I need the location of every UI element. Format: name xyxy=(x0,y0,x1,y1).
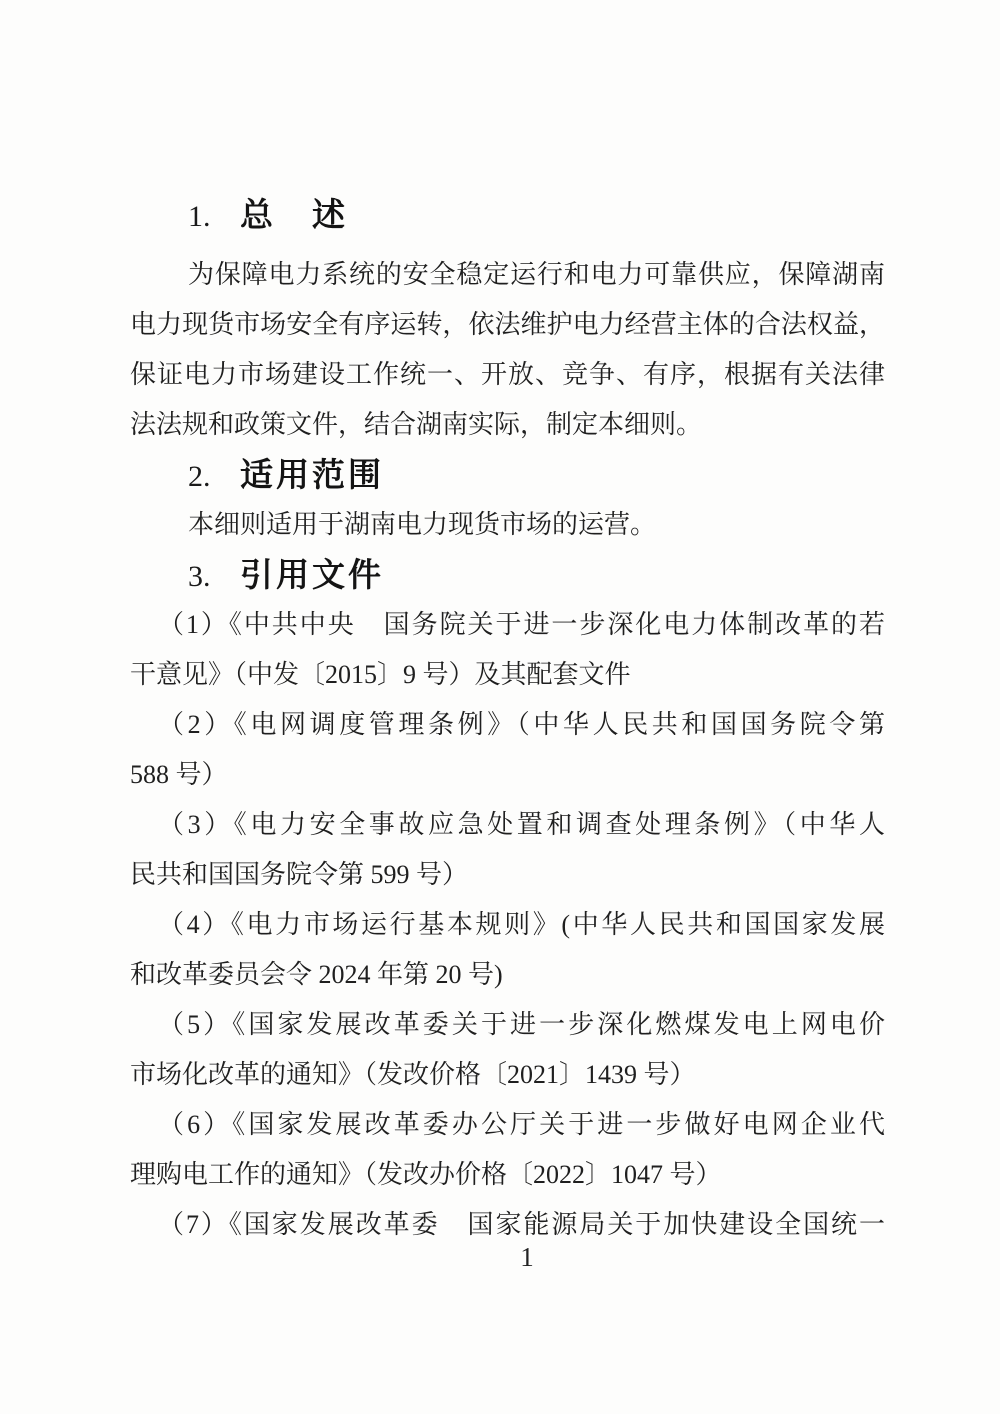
reference-item-line: 干意见》（中发〔2015〕9 号）及其配套文件 xyxy=(130,660,631,689)
section-heading-overview xyxy=(130,190,885,240)
reference-item-line: （3）《电力安全事故应急处置和调查处理条例》（中华人 xyxy=(158,810,885,839)
reference-item-line: 理购电工作的通知》（发改办价格〔2022〕1047 号） xyxy=(130,1160,722,1189)
reference-item-line: 民共和国国务院令第 599 号） xyxy=(130,860,469,889)
document-content xyxy=(130,190,885,1250)
reference-item-line: 和改革委员会令 2024 年第 20 号) xyxy=(130,960,503,989)
reference-item-line: 市场化改革的通知》（发改价格〔2021〕1439 号） xyxy=(130,1060,696,1089)
paragraph-line: 本细则适用于湖南电力现货市场的运营。 xyxy=(188,510,657,539)
paragraph-line: 电力现货市场安全有序运转，依法维护电力经营主体的合法权益， xyxy=(130,310,885,339)
reference-item-line: （7）《国家发展改革委 国家能源局关于加快建设全国统一 xyxy=(158,1210,885,1239)
reference-item-line: （6）《国家发展改革委办公厅关于进一步做好电网企业代 xyxy=(158,1110,885,1139)
section-number: 1. xyxy=(188,200,211,233)
section-title: 引用文件 xyxy=(240,556,384,593)
paragraph-line: 为保障电力系统的安全稳定运行和电力可靠供应，保障湖南 xyxy=(188,260,885,289)
reference-item-line: （5）《国家发展改革委关于进一步深化燃煤发电上网电价 xyxy=(158,1010,885,1039)
section-title: 总 述 xyxy=(240,196,348,233)
section-number: 3. xyxy=(188,560,211,593)
section-heading-scope xyxy=(130,450,885,500)
page-number: 1 xyxy=(520,1242,534,1272)
paragraph-line: 法法规和政策文件，结合湖南实际，制定本细则。 xyxy=(130,410,703,439)
paragraph-line: 保证电力市场建设工作统一、开放、竞争、有序，根据有关法律 xyxy=(130,360,885,389)
section-title: 适用范围 xyxy=(240,456,384,493)
reference-item-line: （1）《中共中央 国务院关于进一步深化电力体制改革的若 xyxy=(158,610,885,639)
reference-item-line: 588 号） xyxy=(130,760,228,789)
section-number: 2. xyxy=(188,460,211,493)
section-heading-references xyxy=(130,550,885,600)
reference-item-line: （4）《电力市场运行基本规则》(中华人民共和国国家发展 xyxy=(158,910,885,939)
reference-item-line: （2）《电网调度管理条例》（中华人民共和国国务院令第 xyxy=(158,710,885,739)
